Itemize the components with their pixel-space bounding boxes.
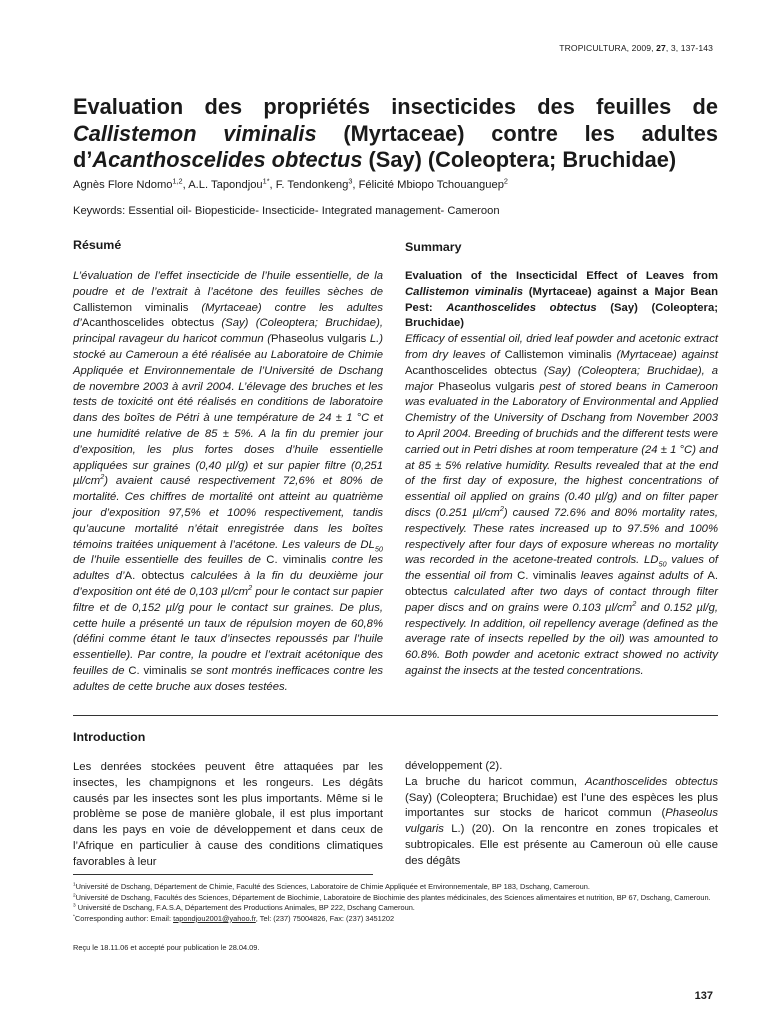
summary-text: Efficacy of essential oil, dried leaf powder and acetonic extract from dry leaves of Callistemon viminalis (Myrtaceae) against Acanthoscelides obtectus (Say) (Coleoptera; Bruchidae), a major Phaseolus vulgaris pest of stored beans in Cameroon was evaluated in the Laboratory of Environmental and Applied Chemistry of the University of Dschang from November 2003 to April 2004. Breeding of bruchids and the different tests were carried out in Petri dishes at room temperature (24 ± 1 °C) and at 85 ± 5% relative humidity. Results revealed that at the end of the first day of exposure, the highest concentrations of essential oil applied on grains (0.40 µl/g) and on filter paper discs (0.251 $\mu l/cm^2$) caused 72.6% and 80% mortality rates, respectively. These rates increased up to 97.5% and 100% respectively after four days of exposure whereas no mortality was recorded in the acetone-treated controls. $LD_{50}$ values of the essential oil from C. viminalis leaves against adults of A. obtectus calculated after two days of contact through filter paper discs and on grains were 0.103 $\mu l/cm^2$ and 0.152 µl/g, respectively. In addition, oil repellency average (defined as the average rate of insects repelled by the oil) was amounted to 60.8%. Both powder and acetonic extract showed no activity against the insects at the tested concentrations. bbox=[405, 333, 719, 677]
author-email-link[interactable]: tapondjou2001@yahoo.fr bbox=[173, 913, 256, 923]
footnote-divider bbox=[73, 874, 373, 875]
summary-subtitle: Evaluation of the Insecticidal Effect of Leaves from Callistemon viminalis (Myrtaceae) against a Major Bean Pest: Acanthoscelides obtectus (Say) (Coleoptera; Bruchidae) bbox=[405, 270, 719, 330]
received-date: Reçu le 18.11.06 et accepté pour publication le 28.04.09. bbox=[73, 943, 260, 952]
section-divider bbox=[73, 715, 718, 716]
resume-text: L’évaluation de l’effet insecticide de l’huile essentielle, de la poudre et de l’extrait à l’acétone des feuilles sèches de Callistemon viminalis (Myrtaceae) contre les adultes d’Acanthoscelides obtectus (Say) (Coleoptera; Bruchidae), principal ravageur du haricot commun (Phaseolus vulgaris L.) stocké au Cameroun a été réalisée au Laboratoire de Chimie Appliquée et Environnementale de l’Université de Dschang de novembre 2003 à avril 2004. L’élevage des bruches et les tests de toxicité ont été réalisés en conditions de laboratoire dans des boîtes de Pétri à une température de 24 ± 1 °C et une humidité relative de 85 ± 5%. A la fin du premier jour d’exposition, les plus fortes doses d’huile essentielle appliquées sur graines (0,40 µl/g) et sur papier filtre (0,251 $\mu l/cm^2$) avaient causé respectivement 72,6% et 80% de mortalité. Ces chiffres de mortalité ont atteint au quatrième jour d’exposition 97,5% et 100% respectivement, tandis qu’aucune mortalité n’était enregistrée dans les boîtes témoins traitées uniquement à l’acétone. Les valeurs de $DL_{50}$ de l’huile essentielle des feuilles de C. viminalis contre les adultes d’A. obtectus calculées à la fin du deuxième jour d’exposition ont été de 0,103 $\mu l/cm^2$ pour le contact sur papier filtre et de 0,152 µl/g pour le contact sur graines. De plus, cette huile a présenté un taux de répulsion moyen de 60,8% (défini comme étant le taux d’insectes repoussés par l’huile essentielle). Par contre, la poudre et l’extrait acétonique des feuilles de C. viminalis se sont montrés inefficaces contre les adultes de cette bruche aux doses testées. bbox=[73, 270, 384, 693]
resume-section bbox=[73, 238, 383, 696]
article-title: Evaluation des propriétés insecticides des feuilles de Callistemon viminalis (Myrtaceae) contre les adultes d’Acanthoscelides obtectus (Say) (Coleoptera; Bruchidae) bbox=[73, 94, 718, 172]
footnote-1: $^1$Université de Dschang, Département de Chimie, Faculté des Sciences, Laboratoire de Chimie Appliquée et Environnementale, BP 183, Dschang, Cameroun. bbox=[73, 882, 590, 891]
footnotes bbox=[73, 882, 718, 924]
introduction-right bbox=[405, 759, 718, 870]
author-list: Agnès Flore Ndomo$^{1,2}$, A.L. Tapondjou$^{1*}$, F. Tendonkeng$^3$, Félicité Mbiopo Tchouanguep$^2$ bbox=[73, 176, 508, 191]
introduction-text-left: Les denrées stockées peuvent être attaquées par les insectes, les champignons et les rongeurs. Les dégâts causés par les insectes sont les plus importants. Même si le problème se pose de manière globale, il est plus important dans les pays en voie de développement et dans ceux de l’Afrique en particulier à cause des conditions climatiques favorables à leur bbox=[73, 761, 383, 868]
journal-reference: TROPICULTURA, 2009, 27, 3, 137-143 bbox=[559, 43, 713, 53]
introduction-text-right-2: La bruche du haricot commun, Acanthoscelides obtectus (Say) (Coleoptera; Bruchidae) est l’une des espèces les plus importantes sur stocks de haricot commun (Phaseolus vulgaris L.) (20). On la rencontre en zones tropicales et subtropicales. Elle est présente au Cameroun où elle cause des dégâts bbox=[405, 775, 718, 867]
summary-section bbox=[405, 240, 718, 680]
footnote-2: $^2$Université de Dschang, Facultés des Sciences, Département de Biochimie, Laboratoire de Biochimie des plantes médicinales, des Sciences alimentaires et nutrition, BP 67, Dschang, Cameroun. bbox=[73, 892, 711, 902]
introduction-left bbox=[73, 730, 383, 871]
introduction-heading: Introduction bbox=[73, 730, 146, 744]
page-number: 137 bbox=[694, 990, 713, 1002]
keywords: Keywords: Essential oil- Biopesticide- Insecticide- Integrated management- Cameroon bbox=[73, 205, 500, 217]
footnote-corresponding: *Corresponding author: Email: tapondjou2001@yahoo.fr, Tel: (237) 75004826, Fax: (237) 3451202 bbox=[73, 913, 395, 923]
resume-heading: Résumé bbox=[73, 238, 122, 252]
summary-heading: Summary bbox=[405, 240, 462, 254]
introduction-text-right-1: développement (2). bbox=[405, 760, 503, 772]
footnote-3: $^3$ Université de Dschang, F.A.S.A, Département des Productions Animales, BP 222, Dschang Cameroun. bbox=[73, 903, 415, 913]
